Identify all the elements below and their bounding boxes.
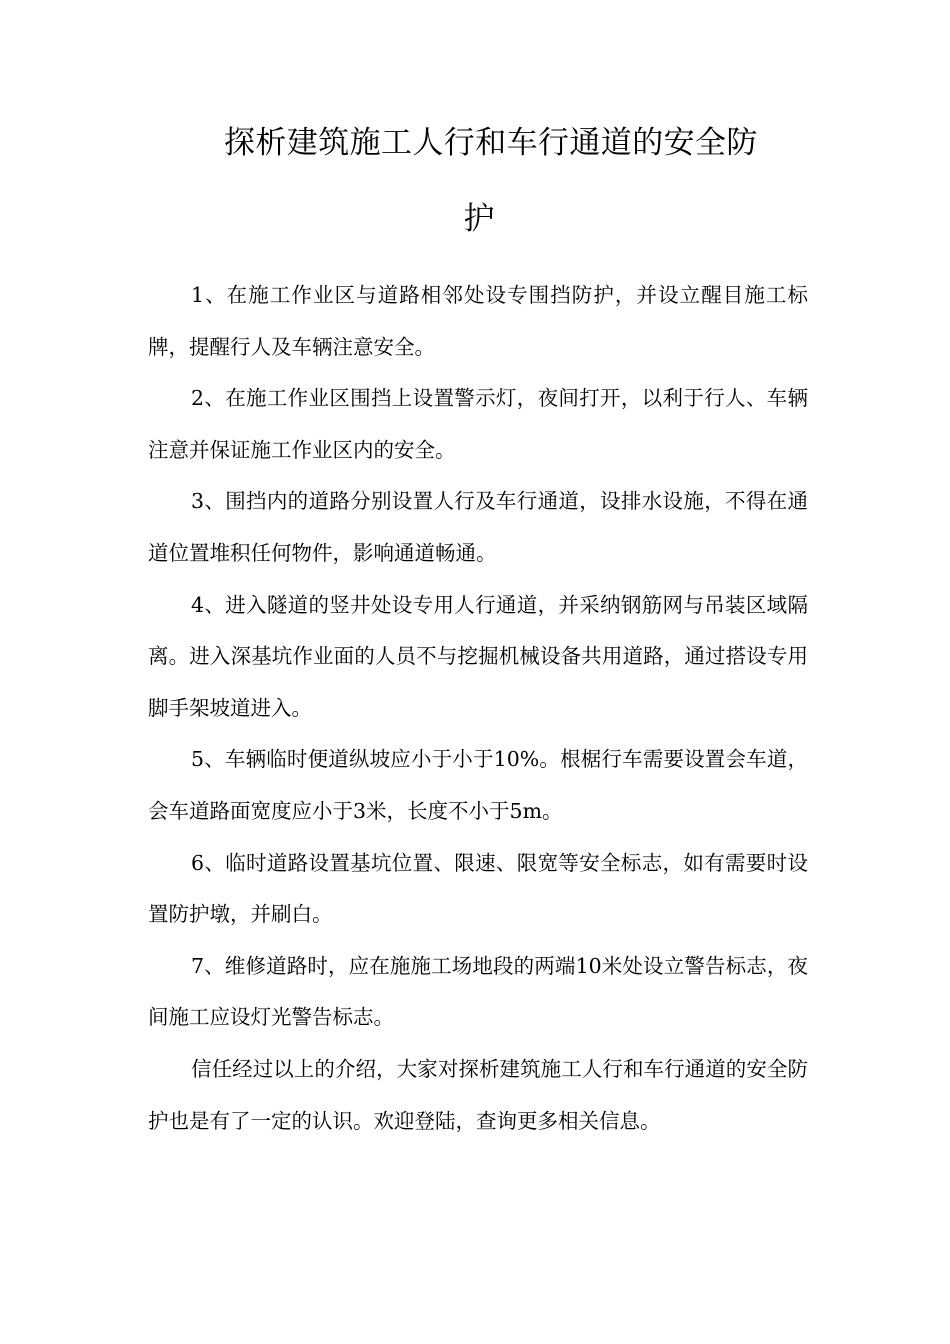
- paragraph-conclusion: 信任经过以上的介绍，大家对探析建筑施工人行和车行通道的安全防护也是有了一定的认识。欢迎登陆，查询更多相关信息。: [148, 1056, 808, 1133]
- paragraph-6: 6、临时道路设置基坑位置、限速、限宽等安全标志，如有需要时设置防护墩，并刷白。: [148, 850, 808, 927]
- paragraph-1: 1、在施工作业区与道路相邻处设专围挡防护，并设立醒目施工标牌，提醒行人及车辆注意安全。: [148, 283, 808, 359]
- document-title-line-1: 探析建筑施工人行和车行通道的安全防: [224, 125, 758, 161]
- paragraph-5: 5、车辆临时便道纵坡应小于小于10%。根椐行车需要设置会车道，会车道路面宽度应小于3米，长度不小于5m。: [148, 747, 808, 823]
- paragraph-4: 4、进入隧道的竖井处设专用人行通道，并采纳钢筋网与吊装区域隔离。进入深基坑作业面的人员不与挖掘机械设备共用道路，通过搭设专用脚手架坡道进入。: [148, 592, 808, 720]
- paragraph-3: 3、围挡内的道路分别设置人行及车行通道，设排水设施，不得在通道位置堆积任何物件，影响通道畅通。: [148, 489, 808, 565]
- paragraph-2: 2、在施工作业区围挡上设置警示灯，夜间打开，以利于行人、车辆注意并保证施工作业区内的安全。: [148, 386, 808, 462]
- document-title-line-2: 护: [463, 201, 495, 237]
- document-body: [148, 270, 808, 1147]
- paragraph-7: 7、维修道路时，应在施施工场地段的两端10米处设立警告标志，夜间施工应设灯光警告标志。: [148, 953, 808, 1030]
